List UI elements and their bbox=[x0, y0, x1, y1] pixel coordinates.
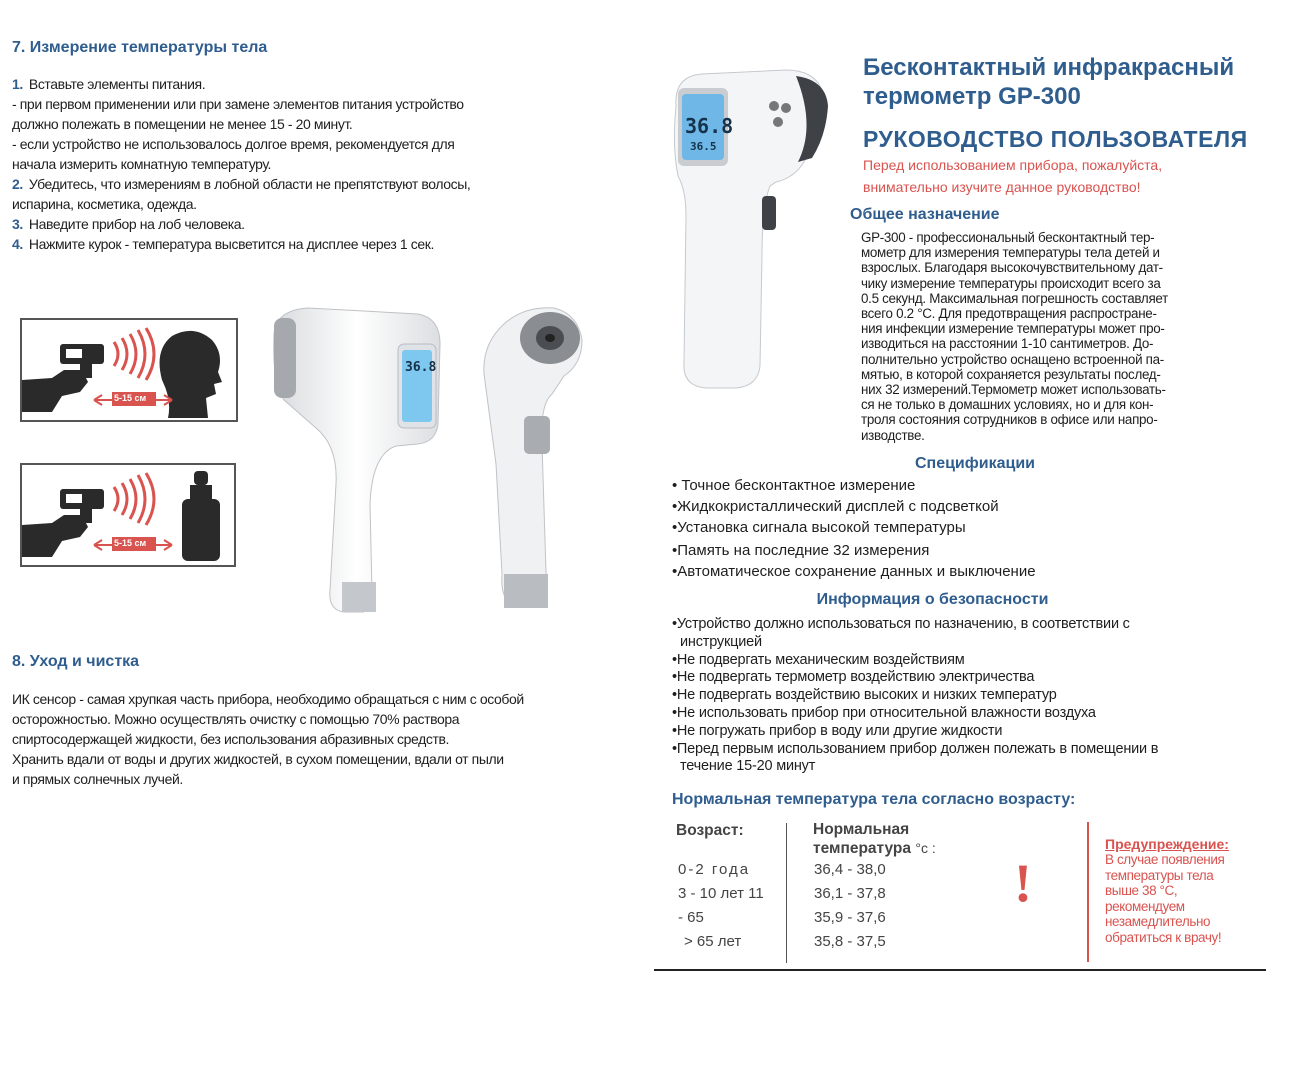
purpose-line: 0.5 секунд. Максимальная погрешность составляет bbox=[861, 290, 1168, 306]
purpose-line: ся не только в домашних условиях, но и для кон- bbox=[861, 397, 1154, 413]
norms-title: Нормальная температура тела согласно возрасту: bbox=[672, 791, 1076, 808]
purpose-line: троля состояния сотрудников в офисе или напро- bbox=[861, 412, 1158, 428]
user-guide-title: РУКОВОДСТВО ПОЛЬЗОВАТЕЛЯ bbox=[863, 126, 1248, 152]
spec-item: •Память на последние 32 измерения bbox=[672, 542, 930, 559]
distance-label: 5-15 см bbox=[114, 393, 147, 403]
specs-list bbox=[672, 475, 1036, 582]
distance-label: 5-15 см bbox=[114, 538, 147, 548]
purpose-line: полнительно устройство оснащено встроенной па- bbox=[861, 351, 1164, 367]
room-temperature-illustration bbox=[20, 463, 236, 567]
forehead-measure-illustration bbox=[20, 318, 238, 422]
thermometer-side-image bbox=[474, 304, 588, 612]
warning-line: температуры тела bbox=[1105, 867, 1214, 883]
spec-item: • Точное бесконтактное измерение bbox=[672, 477, 916, 494]
purpose-line: GP-300 - профессиональный бесконтактный тер- bbox=[861, 230, 1155, 245]
warning-line: В случае появления bbox=[1105, 852, 1225, 867]
step-line: испарина, косметика, одежда. bbox=[12, 196, 197, 212]
section-7-title: 7. Измерение температуры тела bbox=[12, 39, 268, 56]
step-line: 4. Нажмите курок - температура высветится на дисплее через 1 сек. bbox=[12, 236, 434, 252]
spec-item: •Установка сигнала высокой температуры bbox=[672, 519, 966, 536]
temp-cell: 35,9 - 37,6 bbox=[814, 909, 886, 926]
temp-cell: 35,8 - 37,5 bbox=[814, 933, 886, 950]
bottom-rule bbox=[654, 969, 1266, 971]
read-before-use-note: Перед использованием прибора, пожалуйста, внимательно изучите данное руководство! bbox=[863, 157, 1163, 195]
step-line: должно полежать в помещении не менее 15 - 20 минут. bbox=[12, 116, 353, 132]
exclamation-icon: ! bbox=[1014, 853, 1032, 913]
age-column bbox=[678, 858, 764, 954]
warning-line: рекомендуем bbox=[1105, 898, 1185, 914]
warning-line: незамедлительно bbox=[1105, 914, 1211, 929]
age-cell: - 65 bbox=[678, 909, 704, 926]
temp-cell: 36,4 - 38,0 bbox=[814, 861, 886, 878]
purpose-line: взрослых. Благодаря высокочувствительному дат- bbox=[861, 260, 1163, 276]
purpose-title: Общее назначение bbox=[850, 206, 1000, 223]
safety-item: инструкцией bbox=[680, 633, 762, 650]
hand-thermometer-bottle-icon bbox=[22, 465, 234, 565]
age-cell: 0-2 года bbox=[678, 861, 751, 878]
step-line: - при первом применении или при замене элементов питания устройство bbox=[12, 96, 464, 112]
care-line: спиртосодержащей жидкости, без использования абразивных средств. bbox=[12, 731, 450, 747]
safety-list bbox=[672, 616, 1158, 776]
purpose-line: чику измерение температуры происходит всего за bbox=[861, 275, 1161, 291]
safety-title: Информация о безопасности bbox=[816, 591, 1049, 608]
step-line: начала измерить комнатную температуру. bbox=[12, 156, 272, 172]
specs-title: Спецификации bbox=[914, 455, 1036, 472]
thermometer-front-image bbox=[268, 304, 448, 616]
warning-line: обратиться к врачу! bbox=[1105, 929, 1222, 945]
age-column-header: Возраст: bbox=[676, 822, 744, 839]
warning-divider bbox=[1087, 822, 1089, 962]
safety-item: •Не подвергать воздействию высоких и низких температур bbox=[672, 687, 1057, 704]
purpose-line: них 32 измерений.Термометр может использовать- bbox=[861, 382, 1166, 398]
lcd-reading-top: 36.8 bbox=[685, 114, 734, 138]
safety-item: •Не использовать прибор при относительной влажности воздуха bbox=[672, 704, 1096, 721]
temperature-column bbox=[814, 858, 886, 954]
section-8-title: 8. Уход и чистка bbox=[12, 653, 140, 670]
purpose-line: всего 0.2 °С. Для предотвращения распростране- bbox=[861, 306, 1157, 322]
warning-title: Предупреждение: bbox=[1105, 836, 1229, 852]
section-7-steps bbox=[12, 74, 572, 254]
spec-item: •Автоматическое сохранение данных и выключение bbox=[672, 563, 1036, 580]
care-line: осторожностью. Можно осуществлять очистку с помощью 70% раствора bbox=[12, 711, 460, 727]
purpose-line: мятью, в которой сохраняется результаты послед- bbox=[861, 366, 1161, 382]
safety-item: •Не подвергать механическим воздействиям bbox=[672, 651, 965, 668]
lcd-reading-bottom: 36.5 bbox=[690, 140, 717, 153]
lcd-reading-front: 36.8 bbox=[405, 360, 437, 375]
temperature-column-header: Нормальная температура °с : bbox=[813, 821, 936, 857]
hand-thermometer-head-icon bbox=[22, 320, 236, 420]
table-divider bbox=[786, 823, 787, 963]
safety-item: •Не погружать прибор в воду или другие жидкости bbox=[672, 722, 1003, 739]
step-line: 1. Вставьте элементы питания. bbox=[12, 76, 206, 92]
safety-item: •Перед первым использованием прибор должен полежать в помещении в bbox=[672, 740, 1159, 757]
purpose-line: изводиться на расстоянии 1-10 сантиметров. До- bbox=[861, 336, 1154, 352]
step-line: 2. Убедитесь, что измерениям в лобной области не препятствуют волосы, bbox=[12, 176, 471, 192]
purpose-line: ния инфекции измерение температуры может про- bbox=[861, 321, 1165, 337]
age-cell: > 65 лет bbox=[684, 933, 742, 950]
age-cell: 3 - 10 лет 11 bbox=[678, 885, 764, 902]
care-line: ИК сенсор - самая хрупкая часть прибора, необходимо обращаться с ним с особой bbox=[12, 691, 524, 707]
safety-item: •Не подвергать термометр воздействию электричества bbox=[672, 669, 1035, 686]
step-line: 3. Наведите прибор на лоб человека. bbox=[12, 216, 245, 232]
safety-item: •Устройство должно использоваться по назначению, в соответствии с bbox=[672, 616, 1130, 632]
section-8-text bbox=[12, 689, 602, 789]
product-title: Бесконтактный инфракрасный термометр GP-300 bbox=[863, 54, 1235, 110]
care-line: Хранить вдали от воды и других жидкостей, в сухом помещении, вдали от пыли bbox=[12, 751, 504, 767]
step-line: - если устройство не использовалось долгое время, рекомендуется для bbox=[12, 136, 455, 152]
care-line: и прямых солнечных лучей. bbox=[12, 771, 183, 787]
purpose-line: мометр для измерения температуры тела детей и bbox=[861, 245, 1160, 261]
warning-block bbox=[1105, 836, 1229, 945]
warning-line: выше 38 °С, bbox=[1105, 883, 1178, 898]
purpose-line: изводстве. bbox=[861, 427, 925, 443]
purpose-text bbox=[861, 230, 1251, 443]
safety-item: течение 15-20 минут bbox=[680, 758, 816, 775]
temp-cell: 36,1 - 37,8 bbox=[814, 885, 886, 902]
spec-item: •Жидкокристаллический дисплей с подсветкой bbox=[672, 498, 999, 515]
